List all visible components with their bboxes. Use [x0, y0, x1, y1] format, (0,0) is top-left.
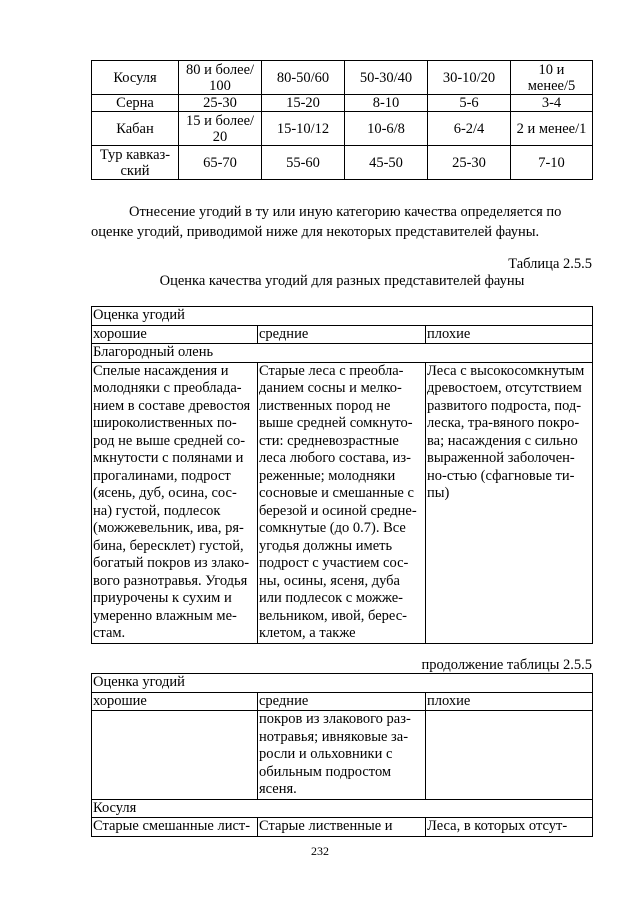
- cell-line: выше средней сомкнуто-: [259, 415, 413, 431]
- intro-paragraph: [91, 202, 593, 242]
- cell-line: нотравья; ивняковые за-: [259, 728, 409, 745]
- density-row: [92, 61, 593, 95]
- cell-line: угодья должны иметь: [259, 537, 393, 554]
- cell-line: широколиственных по-: [93, 415, 237, 431]
- cell-roe-deer-good: Старые смешанные лист-: [92, 818, 258, 837]
- cell-line: 55-60: [286, 154, 320, 171]
- cell-line: реженные; молодняки: [259, 467, 396, 484]
- density-value: [345, 95, 428, 112]
- cell-line: 45-50: [369, 154, 403, 171]
- cell-line: 8-10: [372, 95, 400, 111]
- cell-line: березой и осиной средне-: [259, 502, 417, 519]
- cell-line: Старые леса с преобла-: [259, 362, 404, 379]
- cell-line: 2 и менее/1: [516, 120, 587, 137]
- column-header-good-2: хорошие: [92, 692, 258, 711]
- cell-roe-deer-bad: Леса, в которых отсут-: [426, 818, 593, 837]
- cell-line: росли и ольховники с: [259, 746, 393, 762]
- cell-line: Косуля: [113, 69, 157, 86]
- cell-cont-good: [92, 711, 258, 800]
- density-value: [511, 61, 593, 95]
- species-name: [92, 112, 179, 146]
- cell-line: бина, бересклет) густой,: [93, 537, 244, 554]
- cell-line: мкнутости с полянами и: [93, 450, 244, 466]
- cell-line: 10-6/8: [367, 120, 405, 137]
- cell-line: клетом, а также: [259, 625, 356, 641]
- species-name: [92, 95, 179, 112]
- intro-line-2: оценке угодий, приводимой ниже для некоторых представителей фауны.: [91, 224, 540, 240]
- cell-line: 7-10: [538, 154, 565, 171]
- cell-line: вельником, ивой, берес-: [259, 607, 407, 624]
- cell-line: Леса с высокосомкнутым: [427, 362, 585, 379]
- cell-line: 15-20: [286, 95, 320, 111]
- density-value: [428, 61, 511, 95]
- cell-line: Серна: [116, 95, 154, 111]
- column-header-bad-2: плохие: [426, 692, 593, 711]
- cell-red-deer-bad: [426, 362, 593, 643]
- section-red-deer: Благородный олень: [92, 344, 593, 363]
- eval-header: Оценка угодий: [92, 307, 593, 326]
- cell-line: выраженной заболочен-: [427, 450, 575, 466]
- density-value: [179, 95, 262, 112]
- density-value: [511, 146, 593, 180]
- column-header-medium: средние: [258, 325, 426, 344]
- cell-line: 10 и менее/5: [527, 61, 576, 94]
- cell-line: ясеня.: [259, 781, 297, 797]
- cell-line: умеренно влажным ме-: [93, 607, 237, 624]
- density-value: [262, 95, 345, 112]
- cell-line: 100: [209, 77, 231, 94]
- density-value: [179, 61, 262, 95]
- cell-cont-bad: [426, 711, 593, 800]
- column-header-medium-2: средние: [258, 692, 426, 711]
- cell-line: сти: средневозрастные: [259, 432, 399, 449]
- cell-line: 50-30/40: [359, 69, 413, 86]
- density-value: [262, 61, 345, 95]
- density-value: [428, 112, 511, 146]
- density-value: [262, 146, 345, 180]
- evaluation-table-part-1: [91, 306, 593, 644]
- density-value: [345, 146, 428, 180]
- density-value: [428, 146, 511, 180]
- density-row: [92, 95, 593, 112]
- cell-red-deer-medium: [258, 362, 426, 643]
- table-number: Таблица 2.5.5: [508, 256, 592, 272]
- density-value: [511, 95, 593, 112]
- density-value: [345, 112, 428, 146]
- cell-line: леска, тра-вяного покро-: [427, 415, 580, 431]
- density-row: [92, 112, 593, 146]
- cell-line: Кабан: [116, 120, 154, 137]
- cell-line: нием в составе древостоя: [93, 397, 251, 414]
- column-header-bad: плохие: [426, 325, 593, 344]
- cell-red-deer-good: [92, 362, 258, 643]
- cell-line: 6-2/4: [453, 120, 485, 137]
- cell-line: 80-50/60: [276, 69, 330, 86]
- cell-line: но-стью (сфагновые ти-: [427, 467, 575, 484]
- cell-line: ский: [120, 162, 150, 179]
- cell-line: ва; насаждения с сильно: [427, 432, 578, 449]
- species-name: [92, 61, 179, 95]
- density-value: [511, 112, 593, 146]
- eval-header-2: Оценка угодий: [92, 674, 593, 693]
- cell-line: богатый покров из злако-: [93, 555, 250, 571]
- cell-line: подрост с участием сос-: [259, 555, 409, 571]
- cell-line: (можжевельник, ива, ря-: [93, 520, 244, 536]
- table-title: Оценка качества угодий для разных представителей фауны: [159, 273, 525, 289]
- cell-line: ны, осины, ясеня, дуба: [259, 572, 400, 589]
- cell-line: 3-4: [541, 95, 562, 111]
- cell-line: пы): [427, 485, 450, 501]
- cell-line: приурочены к сухим и: [93, 590, 232, 606]
- cell-line: древостоем, отсутствием: [427, 380, 582, 396]
- cell-line: Спелые насаждения и: [93, 362, 229, 379]
- cell-line: 25-30: [452, 154, 486, 171]
- cell-line: 80 и более/: [185, 61, 255, 78]
- section-roe-deer: Косуля: [92, 799, 593, 818]
- cell-line: род не выше средней со-: [93, 432, 246, 449]
- cell-line: 65-70: [203, 154, 237, 171]
- cell-roe-deer-medium: Старые лиственные и: [258, 818, 426, 837]
- cell-line: 25-30: [203, 95, 237, 111]
- cell-line: 20: [212, 128, 228, 145]
- cell-line: стам.: [93, 625, 126, 641]
- cell-line: молодняки с преоблада-: [93, 380, 242, 396]
- cell-line: 5-6: [459, 95, 479, 111]
- cell-line: сосновые и смешанные с: [259, 485, 414, 501]
- cell-line: на) густой, подлесок: [93, 502, 221, 519]
- cell-line: сомкнутые (до 0.7). Все: [259, 520, 406, 536]
- species-name: [92, 146, 179, 180]
- density-row: [92, 146, 593, 180]
- cell-line: (ясень, дуб, осина, сос-: [93, 485, 237, 501]
- cell-line: покров из злакового раз-: [259, 711, 411, 727]
- column-header-good: хорошие: [92, 325, 258, 344]
- page-number: 232: [311, 844, 329, 858]
- cell-line: 15 и более/: [185, 112, 255, 129]
- density-value: [428, 95, 511, 112]
- cell-line: прогалинами, подрост: [93, 467, 231, 484]
- density-table: [91, 60, 593, 180]
- cell-line: данием сосны и мелко-: [259, 380, 402, 396]
- cell-line: 30-10/20: [442, 69, 496, 86]
- density-value: [345, 61, 428, 95]
- cell-line: обильным подростом: [259, 763, 392, 780]
- cell-line: 15-10/12: [276, 120, 330, 137]
- cell-line: или подлесок с можже-: [259, 590, 403, 606]
- cell-line: вого разнотравья. Угодья: [93, 572, 248, 589]
- cell-line: леса любого состава, из-: [259, 450, 411, 466]
- evaluation-table-part-2: [91, 673, 593, 837]
- density-value: [179, 146, 262, 180]
- intro-line-1: Отнесение угодий в ту или иную категорию качества определяется по: [129, 204, 562, 220]
- cell-line: лиственных пород не: [259, 397, 391, 414]
- cell-line: развитого подроста, под-: [427, 397, 582, 414]
- density-value: [179, 112, 262, 146]
- continuation-label: продолжение таблицы 2.5.5: [421, 657, 592, 673]
- cell-cont-medium: [258, 711, 426, 800]
- cell-line: Тур кавказ-: [99, 146, 171, 163]
- density-value: [262, 112, 345, 146]
